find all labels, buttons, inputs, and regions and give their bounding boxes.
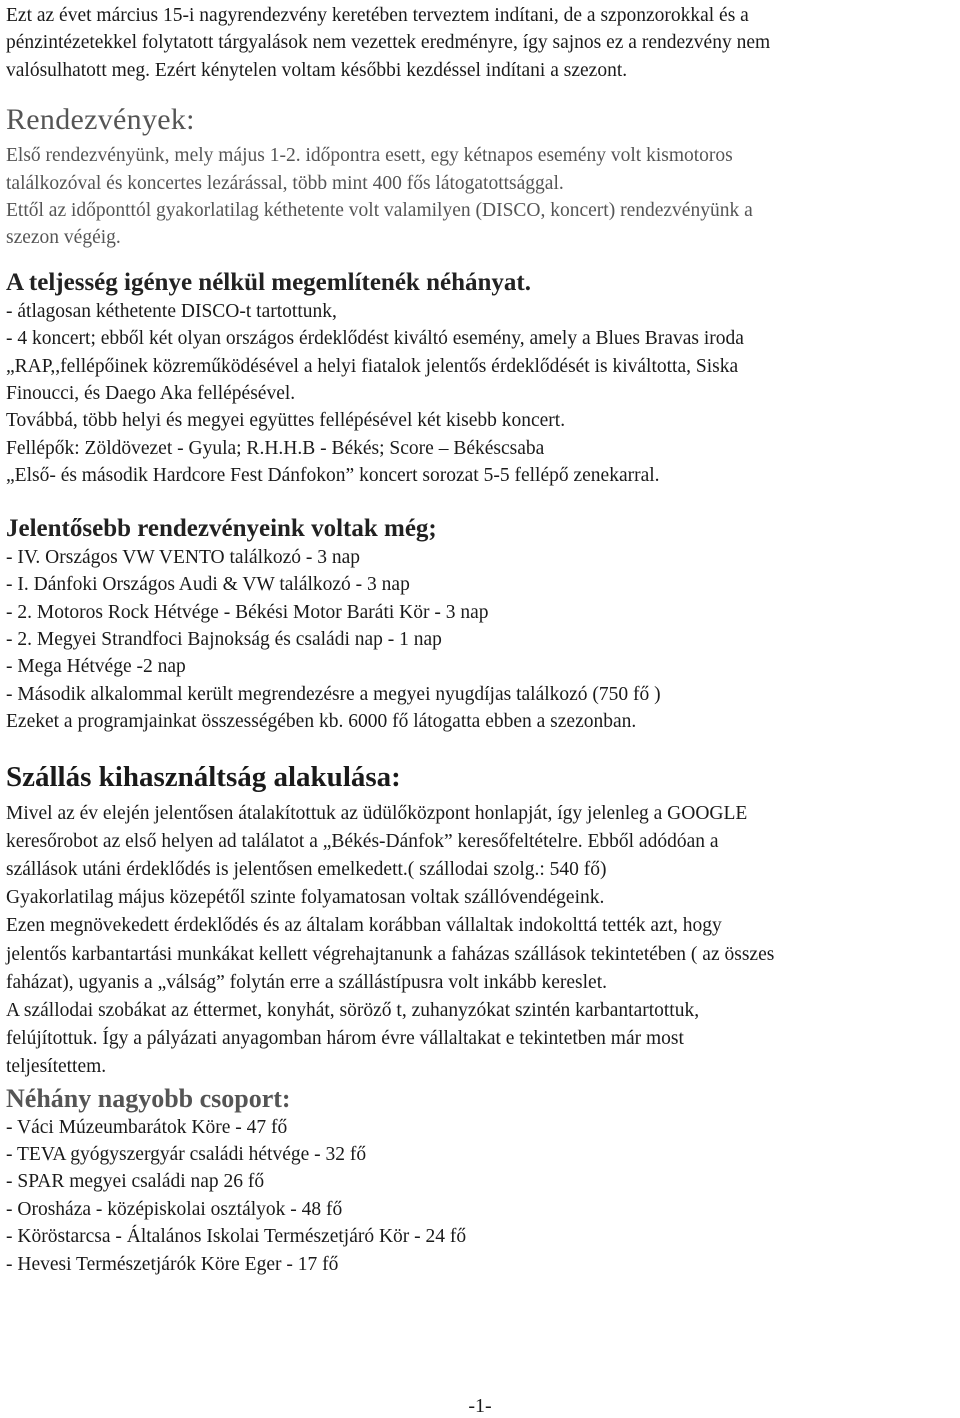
events-line: szezon végéig. xyxy=(6,227,121,249)
list-item: - Orosháza - középiskolai osztályok - 48 fő xyxy=(6,1198,343,1220)
intro-line: pénzintézetekkel folytatott tárgyalások nem vezettek eredményre, így sajnos ez a rendezvény nem xyxy=(6,32,771,54)
completeness-heading: A teljesség igénye nélkül megemlítenék néhányat. xyxy=(6,268,531,296)
list-item: - Köröstarcsa - Általános Iskolai Természetjáró Kör - 24 fő xyxy=(6,1226,467,1248)
accommodation-line: jelentős karbantartási munkákat kellett végrehajtanunk a faházas szállások tekintetében ( az összes xyxy=(6,943,775,965)
list-item: - Második alkalommal került megrendezésre a megyei nyugdíjas találkozó (750 fő ) xyxy=(6,683,661,705)
accommodation-heading: Szállás kihasználtság alakulása: xyxy=(6,760,401,793)
list-item: - SPAR megyei családi nap 26 fő xyxy=(6,1171,265,1193)
list-item: - átlagosan kéthetente DISCO-t tartottunk, xyxy=(6,300,337,322)
intro-paragraph xyxy=(6,2,954,84)
list-item: „RAP,,fellépőinek közreműködésével a helyi fiatalok jelentős érdeklődését is kiváltotta, Siska xyxy=(6,355,739,377)
events-line: Első rendezvényünk, mely május 1-2. időpontra esett, egy kétnapos esemény volt kismotoros xyxy=(6,145,733,167)
list-item: „Első- és második Hardcore Fest Dánfokon” koncert sorozat 5-5 fellépő zenekarral. xyxy=(6,465,660,487)
list-item: - 4 koncert; ebből két olyan országos érdeklődést kiváltó esemény, amely a Blues Bravas iroda xyxy=(6,328,744,350)
list-item: Ezeket a programjainkat összességében kb. 6000 fő látogatta ebben a szezonban. xyxy=(6,711,637,733)
accommodation-line: felújítottuk. Így a pályázati anyagomban három évre vállaltakat e tekintetben már most xyxy=(6,1028,684,1050)
accommodation-line: faházat), ugyanis a „válság” folytán erre a szállástípusra volt inkább kereslet. xyxy=(6,971,607,993)
accommodation-line: teljesítettem. xyxy=(6,1056,107,1078)
list-item: - 2. Megyei Strandfoci Bajnokság és családi nap - 1 nap xyxy=(6,628,442,650)
document-page xyxy=(6,2,954,1278)
list-item: - IV. Országos VW VENTO találkozó - 3 nap xyxy=(6,546,361,568)
intro-line: valósulhatott meg. Ezért kénytelen voltam későbbi kezdéssel indítani a szezont. xyxy=(6,59,628,81)
groups-heading: Néhány nagyobb csoport: xyxy=(6,1083,291,1113)
groups-list xyxy=(6,1114,954,1278)
list-item: - I. Dánfoki Országos Audi & VW találkozó - 3 nap xyxy=(6,574,410,596)
events-heading: Rendezvények: xyxy=(6,103,195,137)
list-item: Fellépők: Zöldövezet - Gyula; R.H.H.B - Békés; Score – Békéscsaba xyxy=(6,437,545,459)
list-item: - Mega Hétvége -2 nap xyxy=(6,656,186,678)
events-line: találkozóval és koncertes lezárással, több mint 400 fős látogatottsággal. xyxy=(6,172,564,194)
accommodation-line: Mivel az év elején jelentősen átalakítottuk az üdülőközpont honlapját, így jelenleg a GOOGLE xyxy=(6,802,748,824)
page-number: -1- xyxy=(468,1395,492,1417)
intro-line: Ezt az évet március 15-i nagyrendezvény keretében terveztem indítani, de a szponzorokkal és a xyxy=(6,5,749,26)
accommodation-line: Gyakorlatilag május közepétől szinte folyamatosan voltak szállóvendégeink. xyxy=(6,887,605,909)
list-item: - Váci Múzeumbarátok Köre - 47 fő xyxy=(6,1116,288,1138)
accommodation-line: Ezen megnövekedett érdeklődés és az általam korábban vállaltak indokolttá tették azt, hogy xyxy=(6,915,722,937)
list-item: - Hevesi Természetjárók Köre Eger - 17 fő xyxy=(6,1253,339,1275)
list-item: - TEVA gyógyszergyár családi hétvége - 32 fő xyxy=(6,1143,367,1165)
completeness-list xyxy=(6,298,954,490)
major-events-list xyxy=(6,544,954,736)
events-line: Ettől az időponttól gyakorlatilag kéthetente volt valamilyen (DISCO, koncert) rendezvényünk a xyxy=(6,200,753,222)
accommodation-line: A szállodai szobákat az éttermet, konyhát, söröző t, zuhanyzókat szintén karbantartottuk, xyxy=(6,999,700,1021)
events-paragraph xyxy=(6,142,954,252)
list-item: Finoucci, és Daego Aka fellépésével. xyxy=(6,383,296,405)
list-item: Továbbá, több helyi és megyei együttes fellépésével két kisebb koncert. xyxy=(6,410,566,432)
list-item: - 2. Motoros Rock Hétvége - Békési Motor Baráti Kör - 3 nap xyxy=(6,601,489,623)
major-events-heading: Jelentősebb rendezvényeink voltak még; xyxy=(6,514,437,542)
accommodation-paragraph xyxy=(6,800,954,1082)
accommodation-line: szállások utáni érdeklődés is jelentősen emelkedett.( szállodai szolg.: 540 fő) xyxy=(6,858,607,880)
accommodation-line: keresőrobot az első helyen ad találatot a „Békés-Dánfok” keresőfeltételre. Ebből adódóan a xyxy=(6,830,719,852)
